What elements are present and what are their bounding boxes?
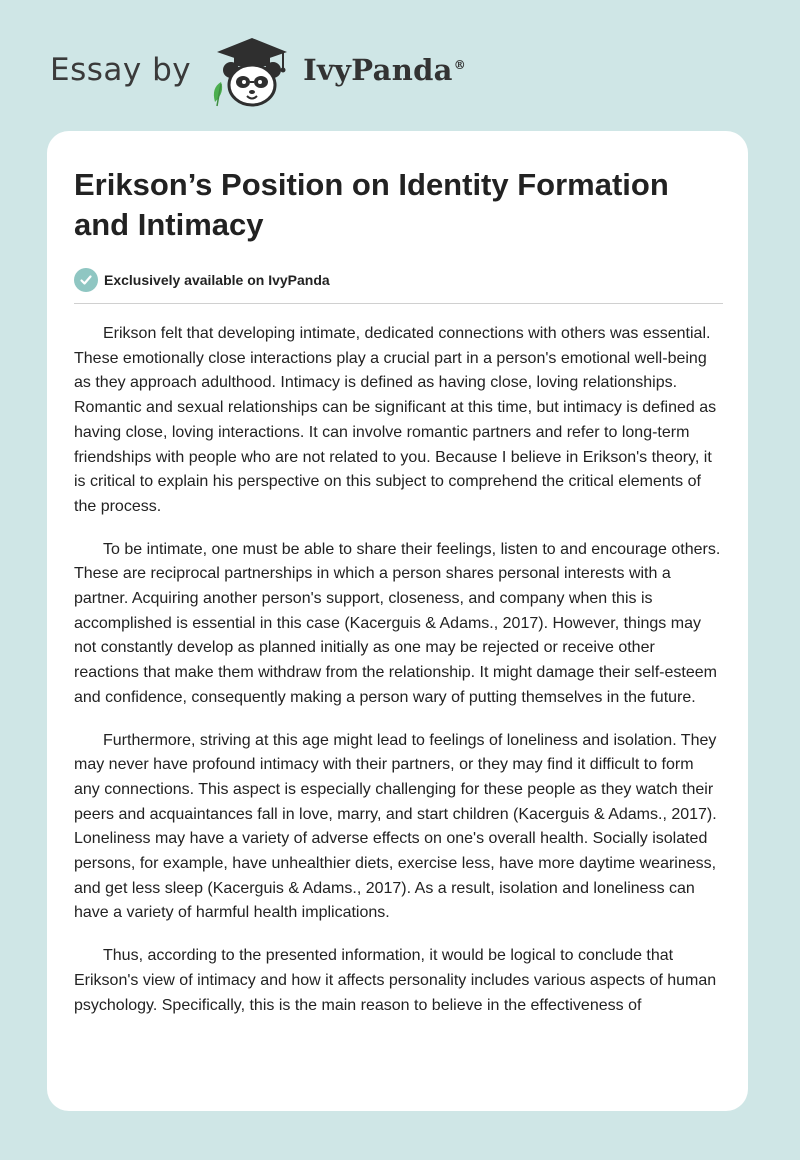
essay-content: [74, 165, 723, 1036]
check-icon: [74, 268, 98, 292]
panda-graduate-icon[interactable]: [207, 30, 297, 110]
exclusive-label: Exclusively available on IvyPanda: [104, 272, 330, 288]
essay-body: [74, 322, 723, 1018]
ivypanda-brand[interactable]: IvyPanda®: [303, 53, 467, 87]
title-divider: [74, 303, 723, 304]
exclusive-badge: [74, 267, 723, 293]
essay-by-label: Essay by: [50, 52, 192, 88]
trademark-symbol: ®: [453, 58, 467, 73]
essay-card: [47, 131, 748, 1111]
paragraph: To be intimate, one must be able to share their feelings, listen to and encourage others. These are reciprocal partnerships in which a person shares personal interests with a partner. Acquiring another person's support, closeness, and company when this is accomplished is essential in this case (Kacerguis & Adams., 2017). However, things may not constantly develop as planned initially as one may be rejected or receive other reactions that make them withdraw from the relationship. It might damage their self-esteem and confidence, consequently making a person wary of putting themselves in the future.: [74, 540, 721, 706]
paragraph: Erikson felt that developing intimate, dedicated connections with others was essential. These emotionally close interactions play a crucial part in a person's emotional well-being as they approach adulthood. Intimacy is defined as having close, loving relationships. Romantic and sexual relationships can be significant at this time, but intimacy is defined as having close, loving interactions. It can involve romantic partners and refer to long-term friendships with people who are not related to you. Because I believe in Erikson's theory, it is critical to explain his perspective on this subject to comprehend the critical elements of the process.: [74, 325, 717, 515]
site-header: [50, 30, 466, 110]
essay-title: Erikson’s Position on Identity Formation and Intimacy: [74, 167, 669, 242]
paragraph: Thus, according to the presented information, it would be logical to conclude that Erikson's view of intimacy and how it affects personality includes various aspects of human psychology. Specifically, this is the main reason to believe in the effectiveness of: [74, 947, 717, 1014]
paragraph: Furthermore, striving at this age might lead to feelings of loneliness and isolation. They may never have profound intimacy with their partners, or they may find it difficult to form any connections. This aspect is especially challenging for these people as they watch their peers and acquaintances fall in love, marry, and start children (Kacerguis & Adams., 2017). Loneliness may have a variety of adverse effects on one's overall health. Socially isolated persons, for example, have unhealthier diets, exercise less, have more daytime weariness, and get less sleep (Kacerguis & Adams., 2017). As a result, isolation and loneliness can have a variety of harmful health implications.: [74, 731, 717, 922]
